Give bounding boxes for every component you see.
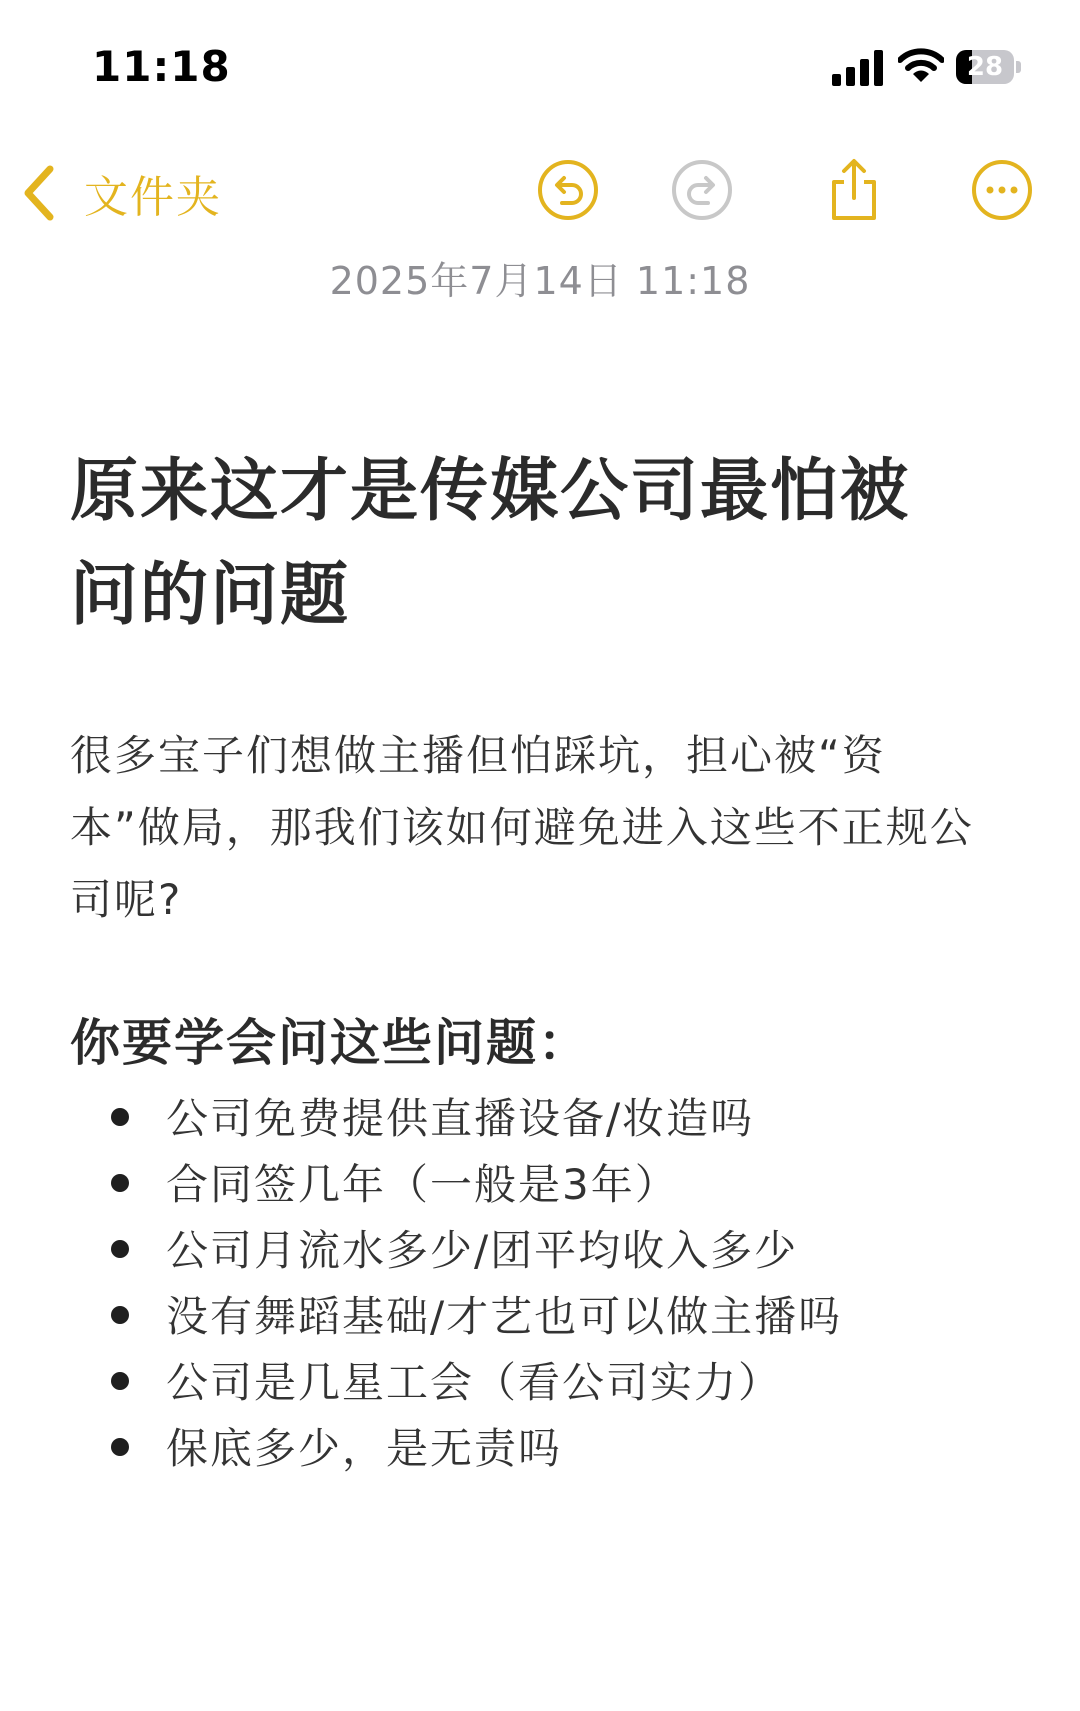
bullet-icon — [111, 1306, 129, 1324]
undo-icon — [536, 158, 600, 222]
list-item[interactable] — [0, 1416, 1080, 1482]
battery-icon — [956, 50, 1022, 84]
list-item-text: 公司免费提供直播设备/妆造吗 — [166, 1094, 755, 1143]
status-bar — [0, 0, 1080, 140]
bullet-icon — [111, 1240, 129, 1258]
list-item-text: 公司月流水多少/团平均收入多少 — [166, 1226, 799, 1275]
list-item-text: 公司是几星工会（看公司实力） — [166, 1358, 783, 1407]
share-icon — [822, 158, 886, 222]
list-item[interactable] — [0, 1218, 1080, 1284]
list-item[interactable] — [0, 1152, 1080, 1218]
note-title[interactable]: 原来这才是传媒公司最怕被问的问题 — [70, 452, 911, 635]
note-toolbar — [0, 150, 1080, 240]
chevron-left-icon — [18, 163, 60, 223]
redo-button[interactable] — [670, 158, 734, 222]
cellular-signal-icon — [832, 50, 884, 86]
note-heading[interactable]: 你要学会问这些问题： — [70, 1014, 590, 1072]
back-label: 文件夹 — [84, 172, 222, 223]
list-item-text: 合同签几年（一般是3年） — [166, 1160, 679, 1209]
list-item[interactable] — [0, 1350, 1080, 1416]
more-button[interactable] — [970, 158, 1034, 222]
share-button[interactable] — [822, 158, 886, 222]
list-item[interactable] — [0, 1086, 1080, 1152]
back-button[interactable] — [18, 158, 222, 228]
list-item-text: 没有舞蹈基础/才艺也可以做主播吗 — [166, 1292, 843, 1341]
bullet-icon — [111, 1438, 129, 1456]
note-date: 2025年7月14日 11:18 — [329, 259, 751, 303]
bullet-icon — [111, 1108, 129, 1126]
bullet-icon — [111, 1174, 129, 1192]
undo-button[interactable] — [536, 158, 600, 222]
status-time: 11:18 — [92, 42, 231, 91]
list-item[interactable] — [0, 1284, 1080, 1350]
note-paragraph[interactable]: 很多宝子们想做主播但怕踩坑，担心被“资本”做局，那我们该如何避免进入这些不正规公司呢? — [70, 731, 974, 924]
bullet-list — [0, 1086, 1080, 1482]
wifi-icon — [898, 48, 944, 84]
bullet-icon — [111, 1372, 129, 1390]
more-icon — [970, 158, 1034, 222]
battery-level: 28 — [966, 52, 1004, 82]
list-item-text: 保底多少，是无责吗 — [166, 1424, 563, 1473]
redo-icon — [670, 158, 734, 222]
